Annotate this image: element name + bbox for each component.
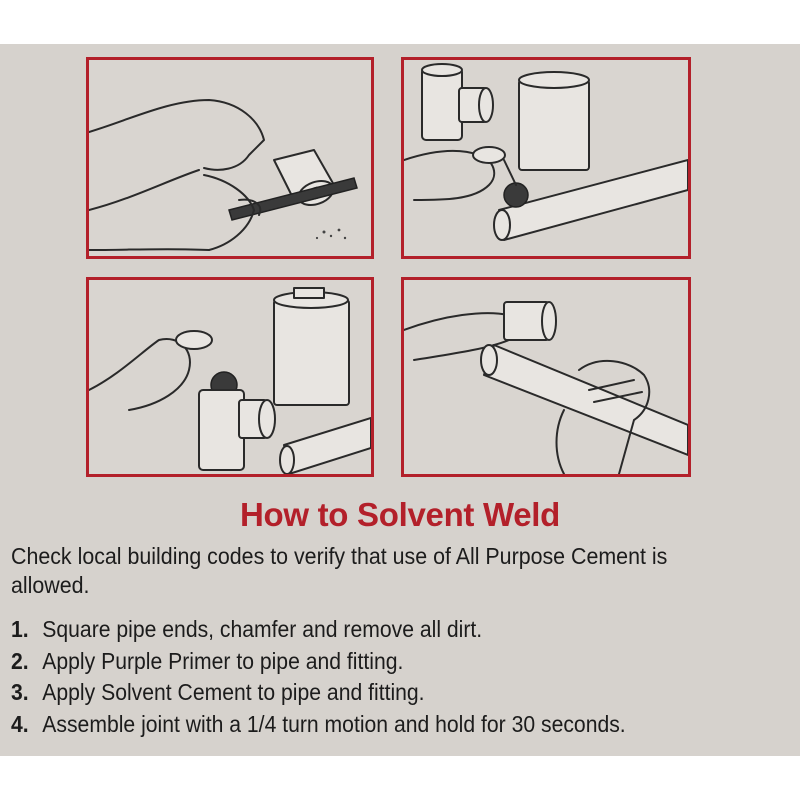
- apply-primer-pipe-illustration: [404, 60, 688, 256]
- step-number: 2.: [11, 647, 29, 674]
- step-number: 3.: [11, 679, 29, 705]
- step-text: Apply Purple Primer to pipe and fitting.: [42, 647, 404, 674]
- apply-primer-fitting-illustration: [89, 280, 371, 474]
- file-chamfer-pipe-illustration: [89, 60, 371, 256]
- step-text: Square pipe ends, chamfer and remove all dirt.: [42, 616, 483, 642]
- assemble-joint-illustration: [404, 280, 688, 474]
- step-item: [11, 646, 784, 678]
- steps-list: [11, 614, 784, 740]
- building-code-note: Check local building codes to verify that use of All Purpose Cement is allowed.: [11, 543, 668, 598]
- step-item: [11, 709, 784, 741]
- step-item: [11, 614, 784, 646]
- panel-primer-fitting: [86, 277, 374, 477]
- panel-assemble-joint: [401, 277, 691, 477]
- step-number: 4.: [11, 710, 29, 737]
- step-text: Assemble joint with a 1/4 turn motion and hold for 30 seconds.: [42, 710, 626, 737]
- instruction-card: [0, 44, 800, 756]
- instructions-title: How to Solvent Weld: [239, 496, 561, 533]
- step-item: [11, 677, 784, 709]
- step-number: 1.: [11, 616, 29, 642]
- panel-primer-pipe: [401, 57, 691, 259]
- step-text: Apply Solvent Cement to pipe and fitting.: [42, 679, 425, 705]
- panel-chamfer-pipe: [86, 57, 374, 259]
